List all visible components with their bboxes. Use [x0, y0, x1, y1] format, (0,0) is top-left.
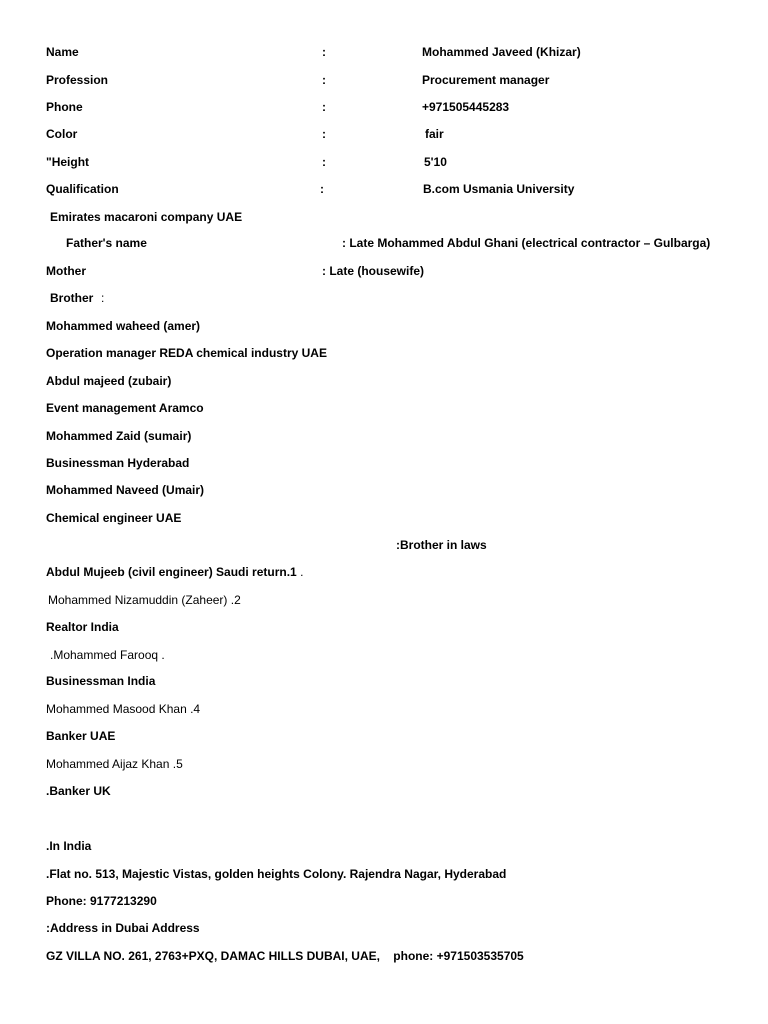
color-value: fair [425, 127, 444, 141]
brother-in-law-suffix: . [300, 565, 304, 579]
mother-label: Mother [46, 264, 86, 278]
india-phone: Phone: 9177213290 [46, 894, 157, 908]
brother-line: Mohammed Naveed (Umair) [46, 483, 205, 497]
qualification-label: Qualification [46, 182, 119, 196]
brother-in-law-text: Abdul Mujeeb (civil engineer) Saudi return.1 [46, 565, 297, 579]
brother-line: Mohammed waheed (amer) [46, 319, 201, 333]
india-address: .Flat no. 513, Majestic Vistas, golden heights Colony. Rajendra Nagar, Hyderabad [46, 867, 507, 881]
brother-line: Chemical engineer UAE [46, 511, 182, 525]
phone-value: +971505445283 [422, 100, 510, 114]
profession-separator: : [322, 73, 326, 87]
brother-in-law-text: .Mohammed Farooq [50, 648, 159, 662]
brother-in-law-text: Businessman India [46, 674, 156, 688]
brother-in-law-suffix: .5 [172, 757, 183, 771]
phone-separator: : [322, 100, 326, 114]
qualification-value: B.com Usmania University [423, 182, 575, 196]
employer-line: Emirates macaroni company UAE [50, 210, 243, 224]
brother-in-law-suffix: . [161, 648, 165, 662]
brother-in-law-text: Mohammed Nizamuddin (Zaheer) [48, 593, 228, 607]
brother-in-law-text: Mohammed Masood Khan [46, 702, 187, 716]
name-separator: : [322, 45, 326, 59]
brother-line: Abdul majeed (zubair) [46, 374, 172, 388]
dubai-address-text: GZ VILLA NO. 261, 2763+PXQ, DAMAC HILLS DUBAI, UAE, [46, 949, 380, 963]
brother-in-law-suffix: .4 [190, 702, 201, 716]
father-value: : Late Mohammed Abdul Ghani (electrical contractor – Gulbarga) [342, 236, 711, 250]
brother-in-law-line [46, 756, 183, 772]
brother-heading-colon: : [101, 291, 105, 305]
brother-in-laws-heading: :Brother in laws [396, 538, 487, 552]
height-label: "Height [46, 155, 90, 169]
name-label: Name [46, 45, 79, 59]
brother-in-law-line [46, 673, 155, 689]
brother-in-law-suffix: .2 [230, 593, 241, 607]
brother-line: Mohammed Zaid (sumair) [46, 429, 192, 443]
profession-value: Procurement manager [422, 73, 550, 87]
brother-in-law-line [46, 728, 115, 744]
dubai-address [46, 948, 524, 964]
brother-in-law-line [46, 619, 119, 635]
brother-in-law-line [50, 647, 165, 663]
brother-in-law-line [46, 701, 200, 717]
height-separator: : [322, 155, 326, 169]
brother-in-law-line [48, 592, 241, 608]
brother-in-law-text: .Banker UK [46, 784, 111, 798]
brother-in-law-text: Realtor India [46, 620, 119, 634]
dubai-heading: :Address in Dubai Address [46, 921, 200, 935]
color-separator: : [322, 127, 326, 141]
brother-heading: Brother [50, 291, 94, 305]
india-heading: .In India [46, 839, 92, 853]
brother-in-law-line [46, 783, 111, 799]
mother-value: : Late (housewife) [322, 264, 425, 278]
phone-label: Phone [46, 100, 83, 114]
profession-label: Profession [46, 73, 109, 87]
height-value: 5'10 [424, 155, 447, 169]
brother-line: Businessman Hyderabad [46, 456, 190, 470]
brother-in-law-text: Mohammed Aijaz Khan [46, 757, 170, 771]
qualification-separator: : [320, 182, 324, 196]
brother-in-law-line [46, 564, 303, 580]
color-label: Color [46, 127, 78, 141]
brother-in-law-text: Banker UAE [46, 729, 116, 743]
brother-line: Event management Aramco [46, 401, 204, 415]
brother-line: Operation manager REDA chemical industry UAE [46, 346, 327, 360]
father-label: Father's name [66, 236, 147, 250]
dubai-phone: phone: +971503535705 [393, 949, 524, 963]
name-value: Mohammed Javeed (Khizar) [422, 45, 581, 59]
